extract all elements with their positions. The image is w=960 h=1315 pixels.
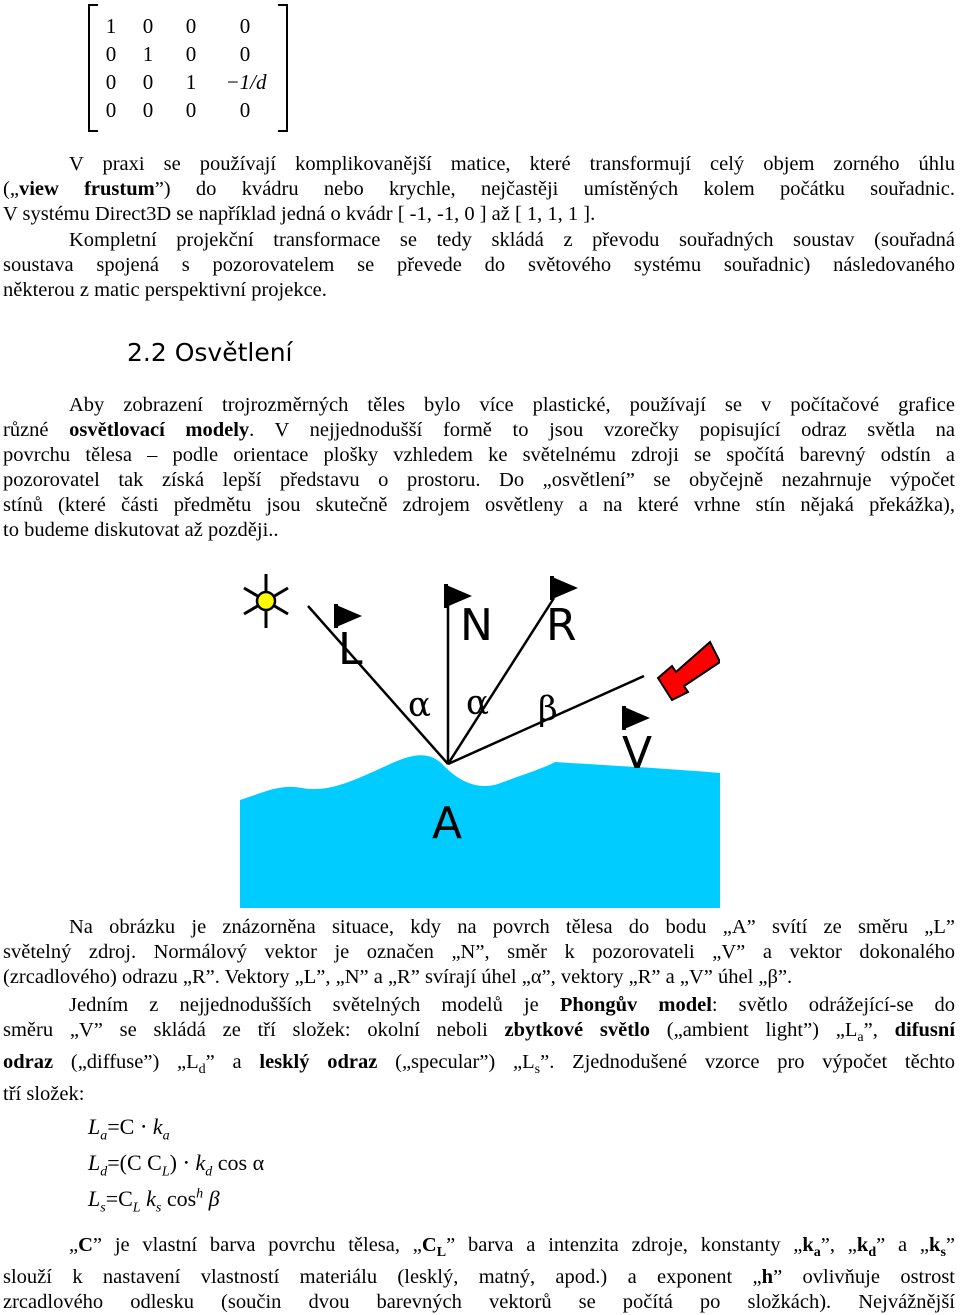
text-fragment: ”, [863,1019,895,1041]
symbol-C: C [78,1234,93,1256]
text-fragment: ”, „ [820,1234,857,1256]
matrix-cell: 0 [142,98,154,122]
arrow-N-stem [444,584,448,608]
matrix-cell: 0 [105,42,117,66]
text-line [3,1233,955,1265]
text-fragment: „ [69,1234,79,1256]
term-view-frustum: view frustum [18,178,155,200]
text-fragment: ” [945,1234,956,1256]
symbol-ks: k [929,1234,941,1256]
formula-subscript: L [132,1200,141,1216]
text-line [3,177,955,202]
formula-text: =C [107,1114,135,1139]
formula-ambient: $L_a=C \cdot k_a$ [88,1114,170,1144]
subscript: s [940,1245,946,1261]
text-line: pozorovatel tak získá lepší představu o prostoru. Do „osvětlení” se obyčejně nezahrnuje výpočet [3,469,955,491]
lighting-diagram [240,568,720,908]
formula-subscript: s [100,1200,106,1216]
paragraph-figure-description [3,915,955,990]
text-line: světelný zdroj. Normálový vektor je označen „N”, směr k pozorovateli „V” a vektor dokonalého [3,941,955,963]
arrow-V-icon [622,706,650,730]
arrow-V-stem [622,706,626,730]
symbol-kd: k [856,1234,869,1256]
matrix-cell: 0 [142,70,154,94]
formula-text: cos α [217,1150,265,1175]
text-fragment: směru „V” se skládá ze tří složek: okolní neboli [3,1019,505,1041]
text-line: některou z matic perspektivní projekce. [3,279,327,301]
term-ambient: zbytkové světlo [504,1019,650,1041]
text-fragment: ” a [205,1051,260,1074]
text-fragment: ”) do kvádru nebo krychle, nejčastěji umístěných kolem počátku souřadnic. [154,178,955,200]
text-fragment: různé [3,419,70,441]
text-line: Na obrázku je znázorněna situace, kdy na povrch tělesa do bodu „A” svítí ze směru „L” [69,916,955,938]
formula-symbol: L [88,1150,101,1175]
term-specular: lesklý odraz [259,1051,378,1074]
subscript: d [198,1062,206,1078]
label-A: A [432,798,463,849]
matrix-cell: −1/d [225,70,267,94]
text-line: tří složek: [3,1083,85,1106]
text-line [3,1265,955,1290]
matrix-cell: 0 [239,42,251,66]
paragraph-view-frustum [3,152,955,227]
formula-text: =C [105,1186,133,1211]
label-R: R [546,600,577,651]
formula-symbol: k [195,1150,206,1175]
text-fragment: . V nejjednodušší formě to jsou vzorečky popisující odraz světla na [249,419,955,441]
matrix-cell: 0 [185,14,197,38]
projection-matrix [88,4,288,128]
text-line [3,993,955,1018]
text-line: V systému Direct3D se například jedná o kvádr [ -1, -1, 0 ] až [ 1, 1, 1 ]. [3,203,596,225]
label-N: N [460,600,493,651]
term-diffuse: difusní [894,1019,956,1041]
text-line [3,418,955,443]
text-line: zrcadlového odlesku (součin dvou barevných vektorů se počítá po složkách). Nejvážnější [3,1291,955,1314]
term-lighting-models: osvětlovací modely [69,419,250,441]
formula-symbol: β [208,1186,220,1211]
matrix-cell: 0 [105,70,117,94]
formula-text: ) [169,1150,177,1175]
paragraph-projection [3,228,955,303]
paragraph-phong-model [3,993,955,1107]
formula-symbol: L [88,1114,101,1139]
matrix-right-bracket [278,4,288,132]
text-line: soustava spojená s pozorovatelem se převede do světového systému souřadnic) následovaného [3,254,955,276]
text-line: povrchu tělesa – podle orientace plošky vzhledem ke světelnému zdroji se spočítá barevný odstín a [3,444,955,466]
arrow-R-icon [550,576,578,600]
label-V: V [622,728,653,779]
matrix-cell: 1 [185,70,197,94]
paragraph-lighting [3,393,955,543]
text-fragment: : světlo odrážející-se do [711,994,955,1016]
paragraph-constants [3,1233,955,1315]
text-fragment: slouží k nastavení vlastností materiálu (lesklý, matný, apod.) a exponent „ [3,1266,762,1289]
text-line: (zrcadlového) odrazu „R”. Vektory „L”, „N” a „R” svírají úhel „α”, vektory „R” a „V” úhel „β”. [3,966,793,988]
formula-subscript: s [155,1200,162,1216]
subscript: a [813,1245,821,1261]
formula-symbol: k [152,1114,163,1139]
section-heading: 2.2 Osvětlení [127,338,293,367]
term-diffuse-cont: odraz [3,1051,54,1074]
matrix-cell: 0 [185,98,197,122]
formula-specular [88,1186,220,1216]
subscript: s [534,1062,541,1078]
symbol-h: h [761,1266,774,1289]
text-line [3,1050,955,1082]
text-line [3,1018,955,1050]
term-phong-model: Phongův model [559,994,712,1016]
arrow-R-stem [550,576,554,600]
symbol-ka: k [802,1234,814,1256]
text-line: Aby zobrazení trojrozměrných těles bylo více plastické, používají se v počítačové grafice [69,394,955,416]
label-alpha-2: α [466,683,489,723]
matrix-cell: 0 [239,14,251,38]
text-fragment: ” je vlastní barva povrchu tělesa, „ [92,1234,422,1256]
formula-text: =(C C [107,1150,162,1175]
text-line: stínů (které části předmětu jsou skutečně zdrojem osvětleny a na které vrhne stín nějaká překážka), [3,494,955,516]
formula-subscript: a [100,1128,108,1144]
formula-subscript: d [205,1164,213,1180]
text-fragment: („ambient light”) „L [650,1019,858,1041]
symbol-CL: C [421,1234,437,1256]
camera-icon [658,642,720,700]
text-fragment: ” barva a intenzita zdroje, konstanty „ [446,1234,803,1256]
formula-superscript: h [196,1186,204,1202]
matrix-cell: 0 [142,14,154,38]
formula-text: cos [166,1186,197,1211]
label-alpha-1: α [408,685,431,725]
light-source-sun-icon [244,574,288,628]
subscript: L [436,1245,447,1261]
matrix-cell: 0 [185,42,197,66]
subscript: d [868,1245,877,1261]
text-fragment: ” ovlivňuje ostrost [773,1266,955,1289]
text-fragment: ” a „ [876,1234,930,1256]
formula-subscript: d [100,1164,108,1180]
text-fragment: Jedním z nejjednodušších světelných modelů je [69,994,560,1016]
label-beta: β [538,689,558,729]
text-fragment: („specular”) „L [377,1051,535,1074]
matrix-cell: 1 [142,42,154,66]
matrix-cell: 0 [239,98,251,122]
formula-symbol: L [88,1186,101,1211]
formula-subscript: L [161,1164,170,1180]
text-line: Kompletní projekční transformace se tedy skládá z převodu souřadných soustav (souřadná [69,229,955,251]
matrix-cell: 1 [105,14,117,38]
matrix-cell: 0 [105,98,117,122]
text-line: to budeme diskutovat až později.. [3,519,279,541]
text-fragment: ”. Zjednodušené vzorce pro výpočet těchto [540,1051,956,1074]
text-line: V praxi se používají komplikovanější matice, které transformují celý objem zorného úhlu [69,153,955,175]
label-L: L [338,624,363,675]
formula-subscript: a [162,1128,170,1144]
text-fragment: („ [3,178,19,200]
formula-diffuse: $L_d=(C$ $C_L) \cdot k_d$ cos α [88,1150,265,1180]
subscript: a [857,1030,864,1046]
formula-symbol: k [146,1186,156,1211]
text-fragment: („diffuse”) „L [53,1051,199,1074]
